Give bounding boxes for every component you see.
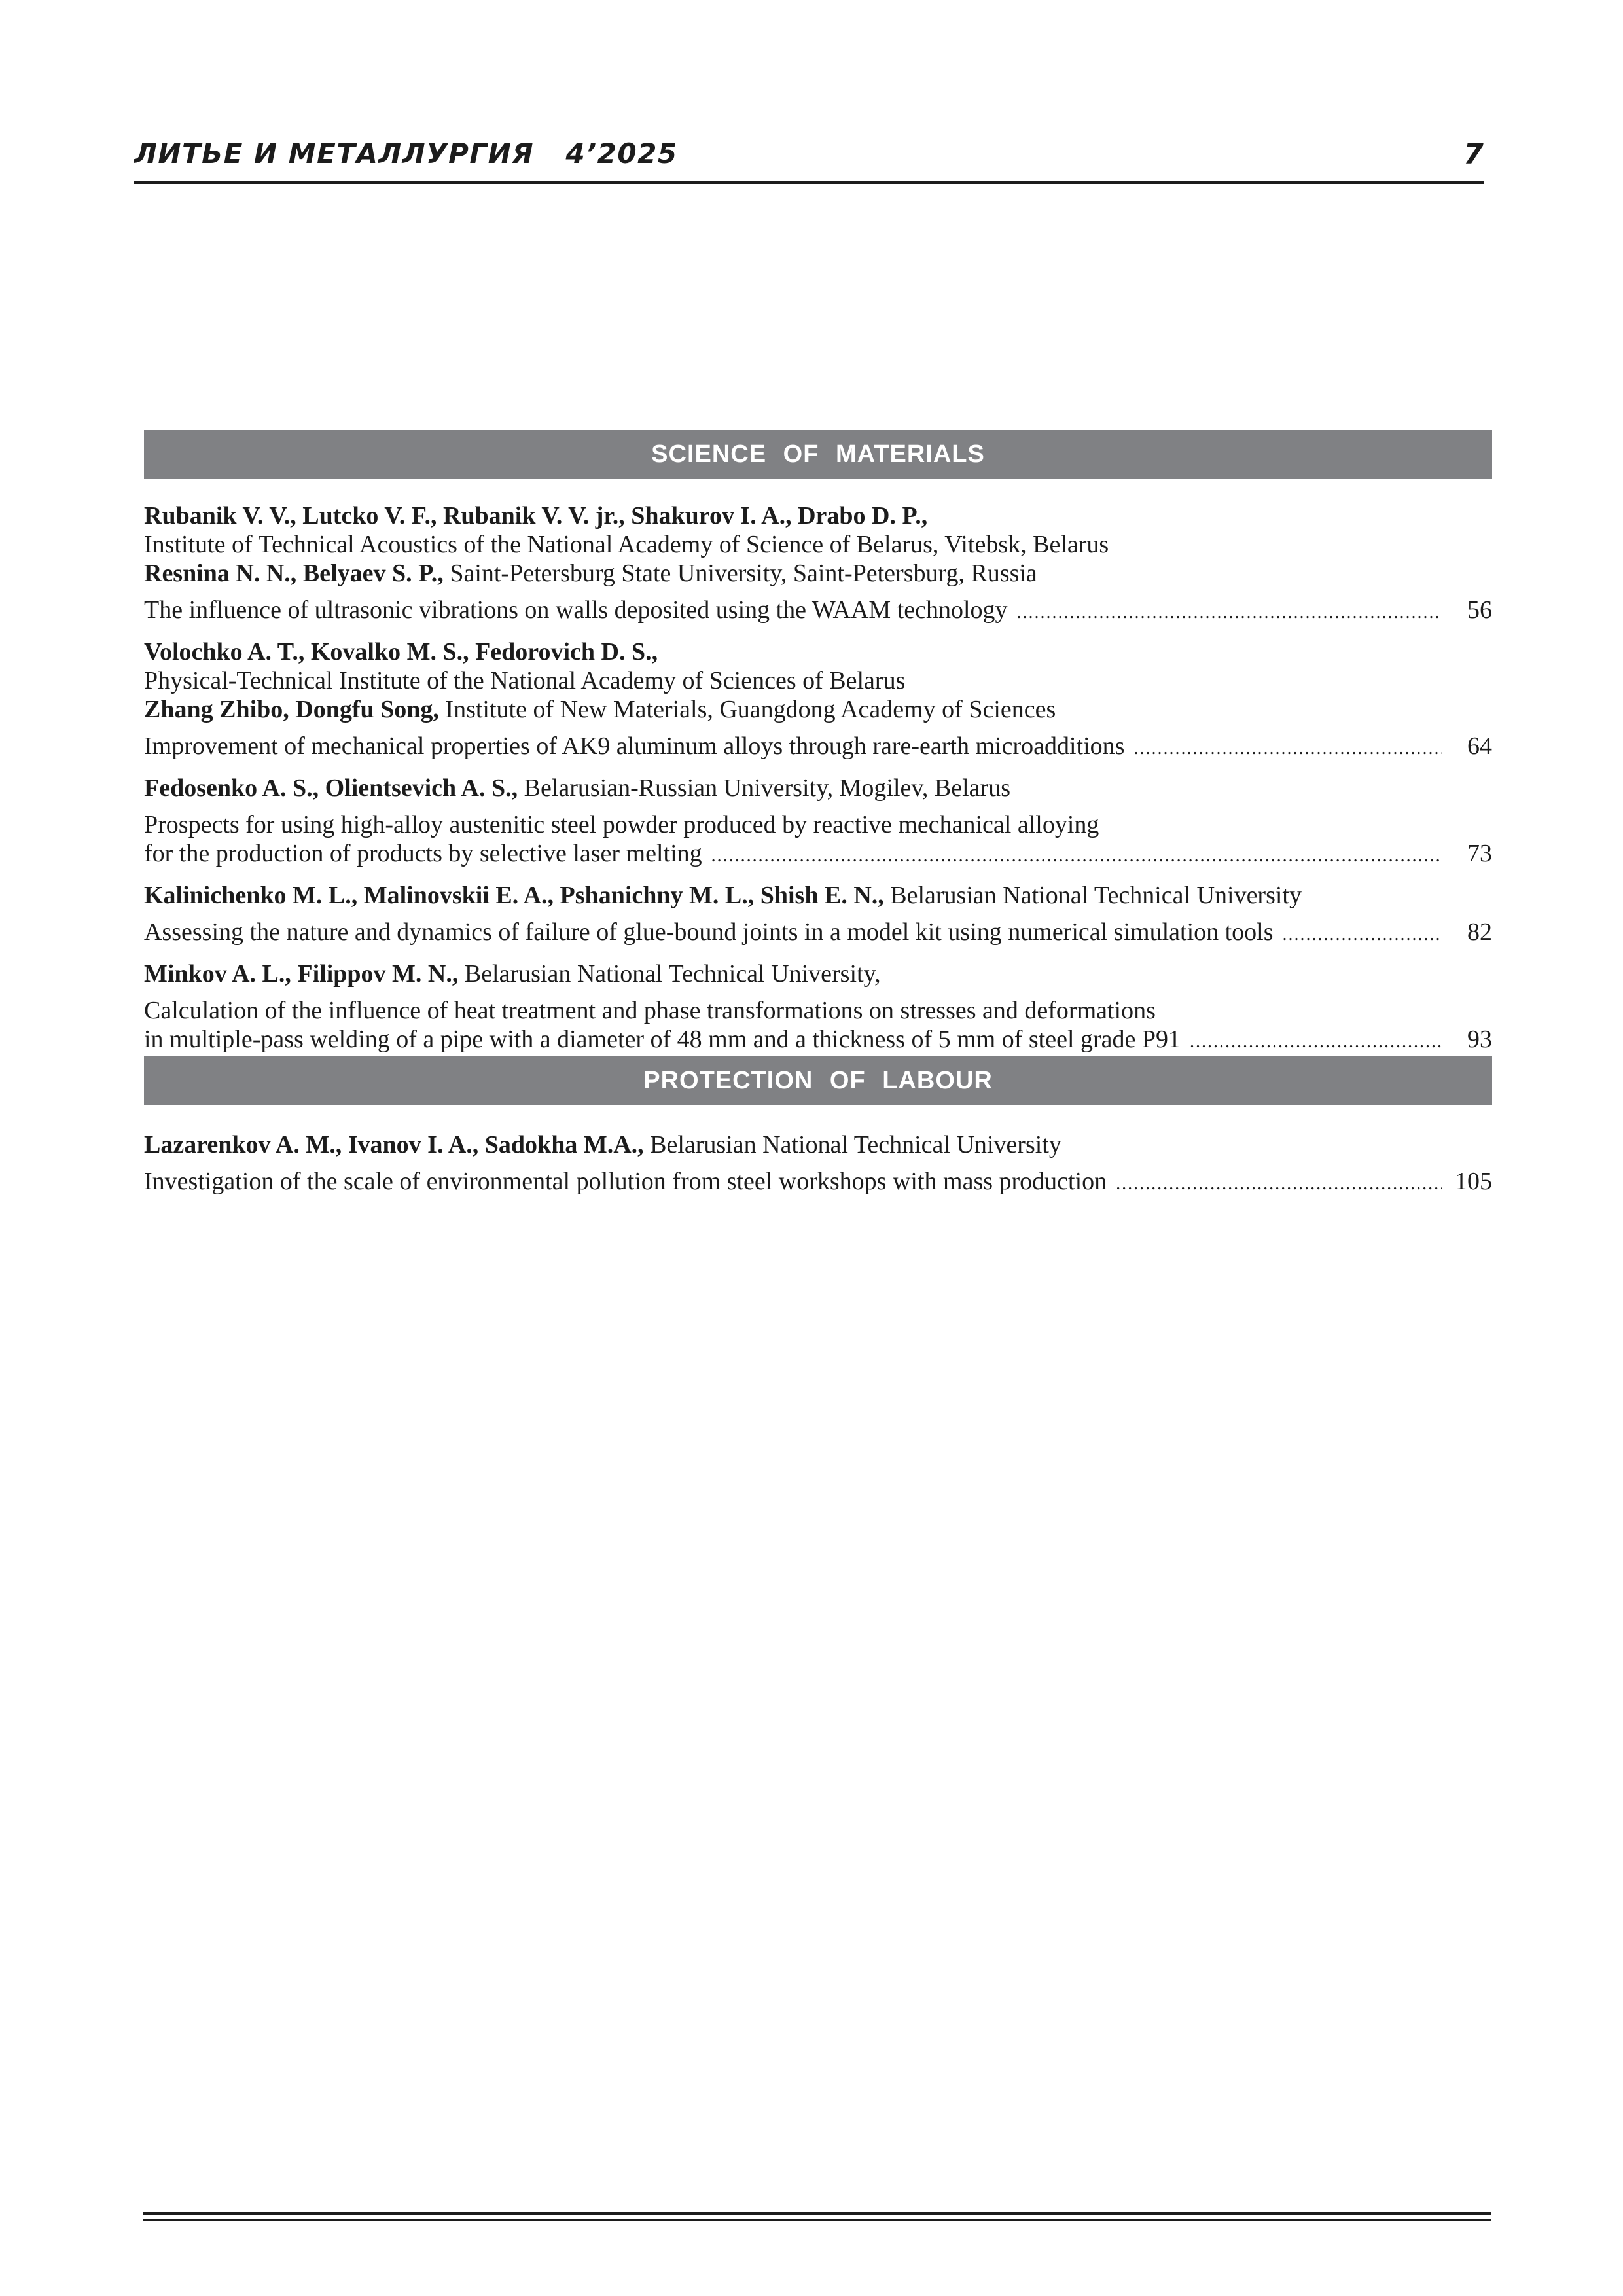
- article-title: Investigation of the scale of environmental pollution from steel workshops with mass production: [144, 1168, 1107, 1195]
- author-line: [144, 774, 1492, 802]
- author-line: [144, 530, 1492, 559]
- author-names: Resnina N. N., Belyaev S. P.,: [144, 560, 444, 587]
- page-number: 7: [1463, 137, 1484, 171]
- article-page-number: 105: [1455, 1168, 1492, 1195]
- spacer: [144, 1159, 1492, 1167]
- toc-entry: [144, 627, 1492, 763]
- spacer: [144, 802, 1492, 810]
- article-title-row: [144, 918, 1492, 949]
- section-heading: PROTECTION OF LABOUR: [144, 1056, 1492, 1105]
- article-title-row: [144, 839, 1492, 870]
- article-page-number: 73: [1467, 840, 1492, 867]
- toc-entry: [144, 1108, 1492, 1198]
- affiliation: Physical-Technical Institute of the National Academy of Sciences of Belarus: [144, 667, 906, 694]
- table-of-contents: [144, 430, 1492, 1198]
- author-names: Lazarenkov A. M., Ivanov I. A., Sadokha M.A.,: [144, 1131, 644, 1158]
- toc-entry: [144, 870, 1492, 949]
- article-title-line: Calculation of the influence of heat treatment and phase transformations on stresses and deformations: [144, 997, 1156, 1024]
- spacer: [144, 988, 1492, 996]
- running-head: [134, 131, 1484, 183]
- toc-entry: [144, 949, 1492, 1056]
- article-title-row: [144, 1167, 1492, 1198]
- dot-leader: [1116, 1170, 1442, 1198]
- author-line: [144, 695, 1492, 724]
- dot-leader: [711, 842, 1442, 870]
- author-line: [144, 960, 1492, 988]
- spacer: [144, 724, 1492, 732]
- author-line: [144, 1130, 1492, 1159]
- author-line: [144, 666, 1492, 695]
- affiliation: Institute of New Materials, Guangdong Academy of Sciences: [438, 696, 1056, 723]
- dot-leader: [1017, 598, 1442, 627]
- author-line: [144, 559, 1492, 588]
- article-title: for the production of products by selective laser melting: [144, 840, 702, 867]
- affiliation: Belarusian National Technical University: [883, 882, 1302, 909]
- author-names: Zhang Zhibo, Dongfu Song,: [144, 696, 439, 723]
- article-page-number: 64: [1467, 732, 1492, 760]
- author-line: [144, 501, 1492, 530]
- author-line: [144, 881, 1492, 910]
- dot-leader: [1283, 920, 1442, 949]
- affiliation: Belarusian-Russian University, Mogilev, Belarus: [518, 774, 1010, 802]
- author-names: Volochko A. T., Kovalko M. S., Fedorovich D. S.,: [144, 638, 658, 666]
- article-page-number: 93: [1467, 1026, 1492, 1053]
- author-names: Minkov A. L., Filippov M. N.,: [144, 960, 459, 988]
- toc-entry: [144, 479, 1492, 627]
- author-names: Fedosenko A. S., Olientsevich A. S.,: [144, 774, 518, 802]
- journal-title: ЛИТЬЕ И МЕТАЛЛУРГИЯ 4’2025: [134, 137, 678, 170]
- article-title-row: [144, 596, 1492, 627]
- header-rule: [134, 181, 1484, 184]
- dot-leader: [1190, 1028, 1442, 1056]
- footer-rule: [143, 2212, 1491, 2215]
- dot-leader: [1133, 734, 1442, 763]
- spacer: [144, 910, 1492, 918]
- article-title-line: Prospects for using high-alloy austenitic steel powder produced by reactive mechanical alloying: [144, 811, 1099, 838]
- article-title-row: [144, 1025, 1492, 1056]
- affiliation: Belarusian National Technical University,: [458, 960, 881, 988]
- author-names: Kalinichenko M. L., Malinovskii E. A., Pshanichny M. L., Shish E. N.,: [144, 882, 884, 909]
- section-heading: SCIENCE OF MATERIALS: [144, 430, 1492, 479]
- author-names: Rubanik V. V., Lutcko V. F., Rubanik V. V. jr., Shakurov I. A., Drabo D. P.,: [144, 502, 928, 529]
- article-page-number: 56: [1467, 596, 1492, 624]
- article-title: The influence of ultrasonic vibrations on walls deposited using the WAAM technology: [144, 596, 1008, 624]
- article-page-number: 82: [1467, 918, 1492, 946]
- affiliation: Belarusian National Technical University: [643, 1131, 1061, 1158]
- article-title: in multiple-pass welding of a pipe with a diameter of 48 mm and a thickness of 5 mm of steel grade P91: [144, 1026, 1181, 1053]
- affiliation: Saint-Petersburg State University, Saint-Petersburg, Russia: [443, 560, 1037, 587]
- spacer: [144, 588, 1492, 596]
- article-title: Improvement of mechanical properties of AK9 aluminum alloys through rare-earth microadditions: [144, 732, 1125, 760]
- article-title: Assessing the nature and dynamics of failure of glue-bound joints in a model kit using numerical simulation tools: [144, 918, 1274, 946]
- article-title-row: [144, 732, 1492, 763]
- footer-rule-thin: [143, 2219, 1491, 2221]
- toc-entry: [144, 763, 1492, 870]
- author-line: [144, 637, 1492, 666]
- affiliation: Institute of Technical Acoustics of the National Academy of Science of Belarus, Vitebsk, Belarus: [144, 531, 1109, 558]
